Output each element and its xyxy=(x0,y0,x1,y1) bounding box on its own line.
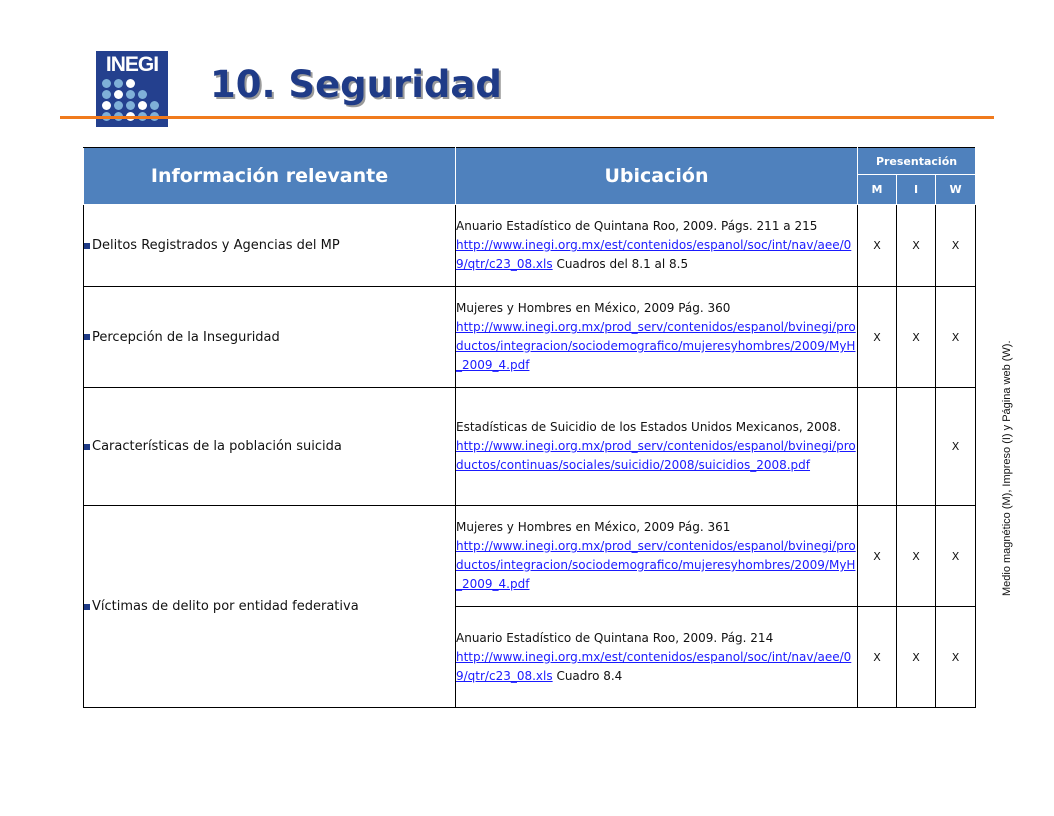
header-presentacion: Presentación xyxy=(858,148,976,175)
source-link[interactable]: http://www.inegi.org.mx/est/contenidos/espanol/soc/int/nav/aee/09/qtr/c23_08.xls xyxy=(456,238,852,271)
info-cell: Delitos Registrados y Agencias del MP xyxy=(84,205,456,287)
source-text: Anuario Estadístico de Quintana Roo, 2009. Págs. 211 a 215 xyxy=(456,219,818,233)
bullet-icon xyxy=(84,243,90,249)
header-info: Información relevante xyxy=(84,148,456,205)
i-cell xyxy=(897,388,936,506)
m-cell: X xyxy=(858,205,897,287)
location-cell xyxy=(456,205,858,287)
w-cell: X xyxy=(936,287,976,388)
source-text: Estadísticas de Suicidio de los Estados Unidos Mexicanos, 2008. xyxy=(456,420,841,434)
i-cell: X xyxy=(897,205,936,287)
table-row xyxy=(84,205,976,287)
location-cell xyxy=(456,287,858,388)
table-row xyxy=(84,287,976,388)
m-cell xyxy=(858,388,897,506)
source-note: Cuadro 8.4 xyxy=(552,668,623,683)
w-cell: X xyxy=(936,506,976,607)
header-divider xyxy=(60,116,994,119)
info-table xyxy=(83,147,976,708)
i-cell: X xyxy=(897,506,936,607)
source-link[interactable]: http://www.inegi.org.mx/est/contenidos/espanol/soc/int/nav/aee/09/qtr/c23_08.xls xyxy=(456,649,852,683)
header-m: M xyxy=(858,175,897,205)
source-text: Anuario Estadístico de Quintana Roo, 2009. Pág. 214 xyxy=(456,630,774,645)
source-link[interactable]: http://www.inegi.org.mx/prod_serv/contenidos/espanol/bvinegi/productos/integracion/sociodemografico/mujeresyhombres/2009/MyH_2009_4.pdf xyxy=(456,320,856,372)
info-cell: Características de la población suicida xyxy=(84,388,456,506)
header-i: I xyxy=(897,175,936,205)
location-cell xyxy=(456,607,858,708)
info-cell: Víctimas de delito por entidad federativa xyxy=(84,506,456,708)
bullet-icon xyxy=(84,604,90,610)
source-link[interactable]: http://www.inegi.org.mx/prod_serv/contenidos/espanol/bvinegi/productos/continuas/sociales/suicidio/2008/suicidios_2008.pdf xyxy=(456,439,856,472)
source-text: Mujeres y Hombres en México, 2009 Pág. 361 xyxy=(456,520,731,534)
location-cell xyxy=(456,506,858,607)
source-text: Mujeres y Hombres en México, 2009 Pág. 360 xyxy=(456,301,731,315)
source-link[interactable]: http://www.inegi.org.mx/prod_serv/contenidos/espanol/bvinegi/productos/integracion/sociodemografico/mujeresyhombres/2009/MyH_2009_4.pdf xyxy=(456,539,856,591)
info-cell: Percepción de la Inseguridad xyxy=(84,287,456,388)
table-row xyxy=(84,388,976,506)
header-ubicacion: Ubicación xyxy=(456,148,858,205)
w-cell: X xyxy=(936,607,976,708)
m-cell: X xyxy=(858,607,897,708)
i-cell: X xyxy=(897,607,936,708)
page-title: 10. Seguridad xyxy=(210,63,502,106)
legend-note: Medio magnético (M), Impreso (I) y Página web (W). xyxy=(1001,340,1013,596)
bullet-icon xyxy=(84,444,90,450)
location-cell xyxy=(456,388,858,506)
m-cell: X xyxy=(858,287,897,388)
source-note: Cuadros del 8.1 al 8.5 xyxy=(552,257,689,271)
header-w: W xyxy=(936,175,976,205)
w-cell: X xyxy=(936,388,976,506)
bullet-icon xyxy=(84,334,90,340)
w-cell: X xyxy=(936,205,976,287)
table-row xyxy=(84,506,976,607)
m-cell: X xyxy=(858,506,897,607)
logo-text: INEGI xyxy=(105,53,159,76)
i-cell: X xyxy=(897,287,936,388)
